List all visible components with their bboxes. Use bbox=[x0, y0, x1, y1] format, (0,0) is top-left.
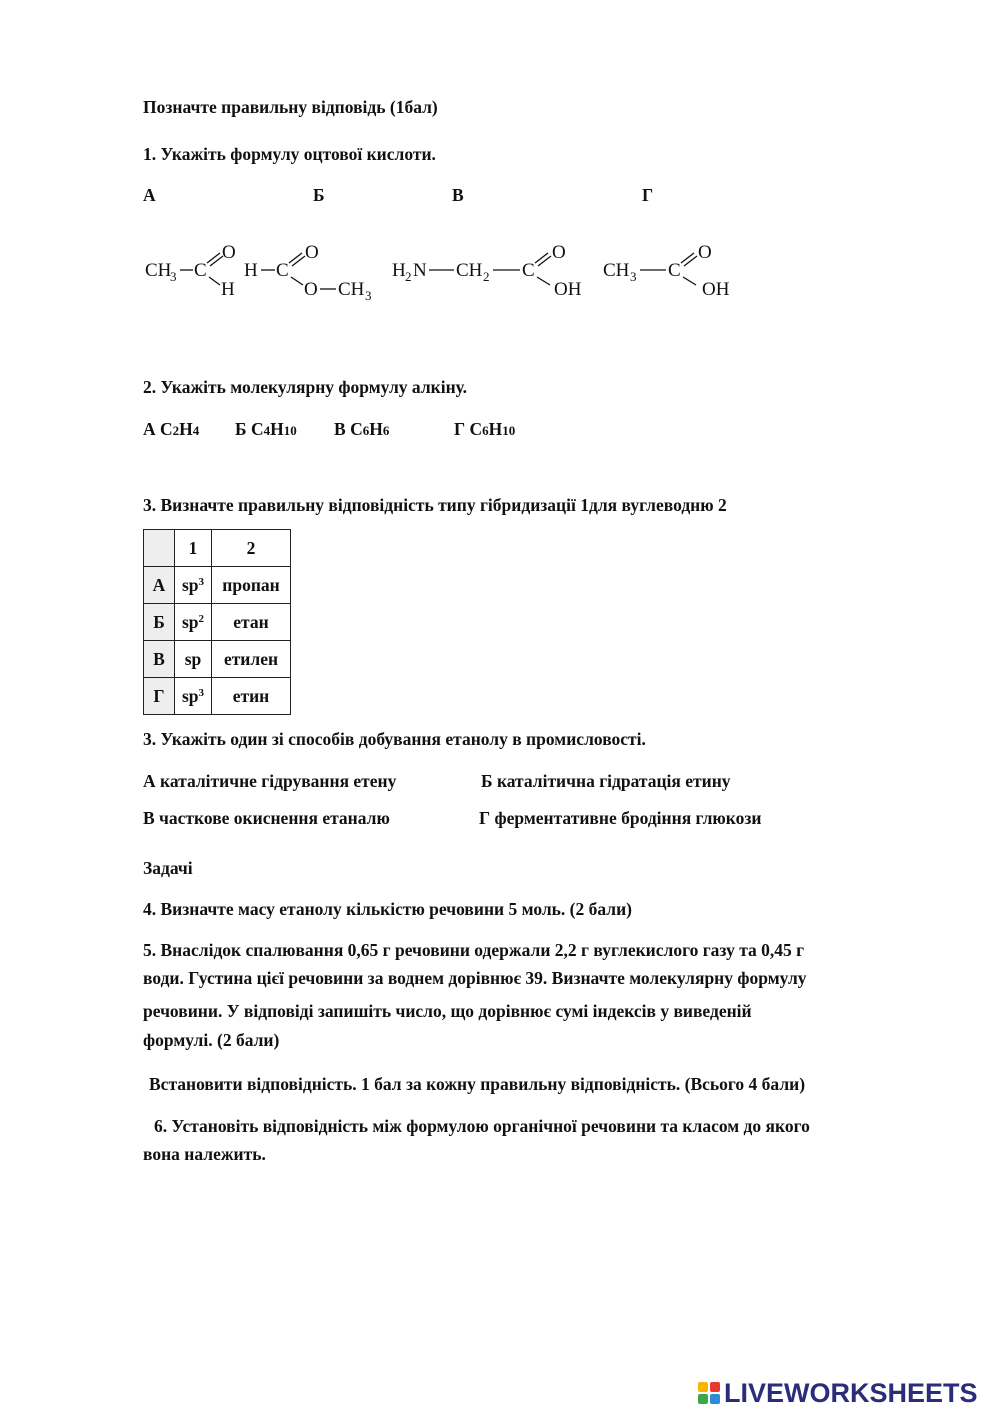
formula-v-o: O bbox=[552, 242, 566, 263]
page-heading: Позначте правильну відповідь (1бал) bbox=[143, 97, 438, 117]
table-row: А $sp^3$ пропан bbox=[144, 567, 291, 604]
q1-structural-formulas bbox=[140, 232, 760, 312]
formula-v-h: H bbox=[392, 260, 406, 281]
q5-line-4: формулі. (2 бали) bbox=[143, 1030, 280, 1050]
q2-option-b: Б C4H10 bbox=[235, 419, 297, 439]
formula-g-c: C bbox=[668, 260, 681, 281]
q6-line-2: вона належить. bbox=[143, 1144, 266, 1164]
formula-a-c: C bbox=[194, 260, 207, 281]
q1-option-g-letter: Г bbox=[642, 185, 654, 205]
formula-b-h: H bbox=[244, 260, 258, 281]
table-header-1: 1 bbox=[175, 530, 212, 567]
formula-g-ch: CH bbox=[603, 260, 630, 281]
table-header-row bbox=[144, 530, 291, 567]
formula-v-csub: 2 bbox=[483, 269, 490, 284]
q5-line-2: води. Густина цієї речовини за воднем дорівнює 39. Визначте молекулярну формулу bbox=[143, 968, 807, 988]
q3b-option-v: В часткове окиснення етаналю bbox=[143, 808, 390, 828]
tasks-heading: Задачі bbox=[143, 858, 193, 878]
q3b-option-b: Б каталітична гідратація етину bbox=[481, 771, 731, 791]
formula-g-o: O bbox=[698, 242, 712, 263]
formula-b-sub: 3 bbox=[365, 288, 372, 303]
logo-text: LIVEWORKSHEETS bbox=[724, 1377, 978, 1408]
q2-option-a: А C2H4 bbox=[143, 419, 200, 439]
logo-squares-icon bbox=[698, 1382, 720, 1404]
table-row: Г $sp^3$ етин bbox=[144, 678, 291, 715]
q2-option-v: В C6H6 bbox=[334, 419, 390, 439]
formula-b bbox=[244, 242, 372, 303]
formula-a-sub: 3 bbox=[170, 269, 177, 284]
q5-line-1: 5. Внаслідок спалювання 0,65 г речовини одержали 2,2 г вуглекислого газу та 0,45 г bbox=[143, 940, 805, 960]
table-row: Б $sp^2$ етан bbox=[144, 604, 291, 641]
q1-text: 1. Укажіть формулу оцтової кислоти. bbox=[143, 144, 436, 164]
matching-heading: Встановити відповідність. 1 бал за кожну правильну відповідність. (Всього 4 бали) bbox=[149, 1074, 806, 1094]
q1-option-a-letter: А bbox=[143, 185, 156, 205]
formula-g bbox=[603, 242, 730, 300]
formula-a-ch: CH bbox=[145, 260, 172, 281]
table-header-2: 2 bbox=[212, 530, 291, 567]
hybridization-table bbox=[143, 529, 291, 715]
table-row: В sp етилен bbox=[144, 641, 291, 678]
formula-b-o: O bbox=[305, 242, 319, 263]
q3-text: 3. Визначте правильну відповідність типу гібридизації 1для вуглеводню 2 bbox=[143, 495, 727, 515]
table-header-corner bbox=[144, 530, 175, 567]
formula-v-n: N bbox=[413, 260, 427, 281]
formula-b-ch: CH bbox=[338, 279, 365, 300]
formula-g-sub: 3 bbox=[630, 269, 637, 284]
formula-a-o: O bbox=[222, 242, 236, 263]
formula-v bbox=[392, 242, 582, 300]
q3b-option-a: А каталітичне гідрування етену bbox=[143, 771, 397, 791]
q2-option-g: Г C6H10 bbox=[454, 419, 516, 439]
q3b-option-g: Г ферментативне бродіння глюкози bbox=[479, 808, 762, 828]
q1-option-b-letter: Б bbox=[313, 185, 325, 205]
formula-a-h: H bbox=[221, 279, 235, 300]
formula-v-c: C bbox=[522, 260, 535, 281]
q1-option-v-letter: В bbox=[452, 185, 464, 205]
liveworksheets-logo bbox=[698, 1378, 978, 1408]
formula-b-o2: O bbox=[304, 279, 318, 300]
formula-b-c: C bbox=[276, 260, 289, 281]
formula-v-oh: OH bbox=[554, 279, 582, 300]
q3b-text: 3. Укажіть один зі способів добування етанолу в промисловості. bbox=[143, 729, 646, 749]
q6-line-1: 6. Установіть відповідність між формулою органічної речовини та класом до якого bbox=[154, 1116, 810, 1136]
formula-g-oh: OH bbox=[702, 279, 730, 300]
q4-text: 4. Визначте масу етанолу кількістю речовини 5 моль. (2 бали) bbox=[143, 899, 633, 919]
formula-v-ch: CH bbox=[456, 260, 483, 281]
q5-line-3: речовини. У відповіді запишіть число, що дорівнює сумі індексів у виведеній bbox=[143, 1001, 752, 1021]
formula-a bbox=[145, 242, 236, 300]
q2-text: 2. Укажіть молекулярну формулу алкіну. bbox=[143, 377, 468, 397]
formula-v-sub2: 2 bbox=[405, 269, 412, 284]
